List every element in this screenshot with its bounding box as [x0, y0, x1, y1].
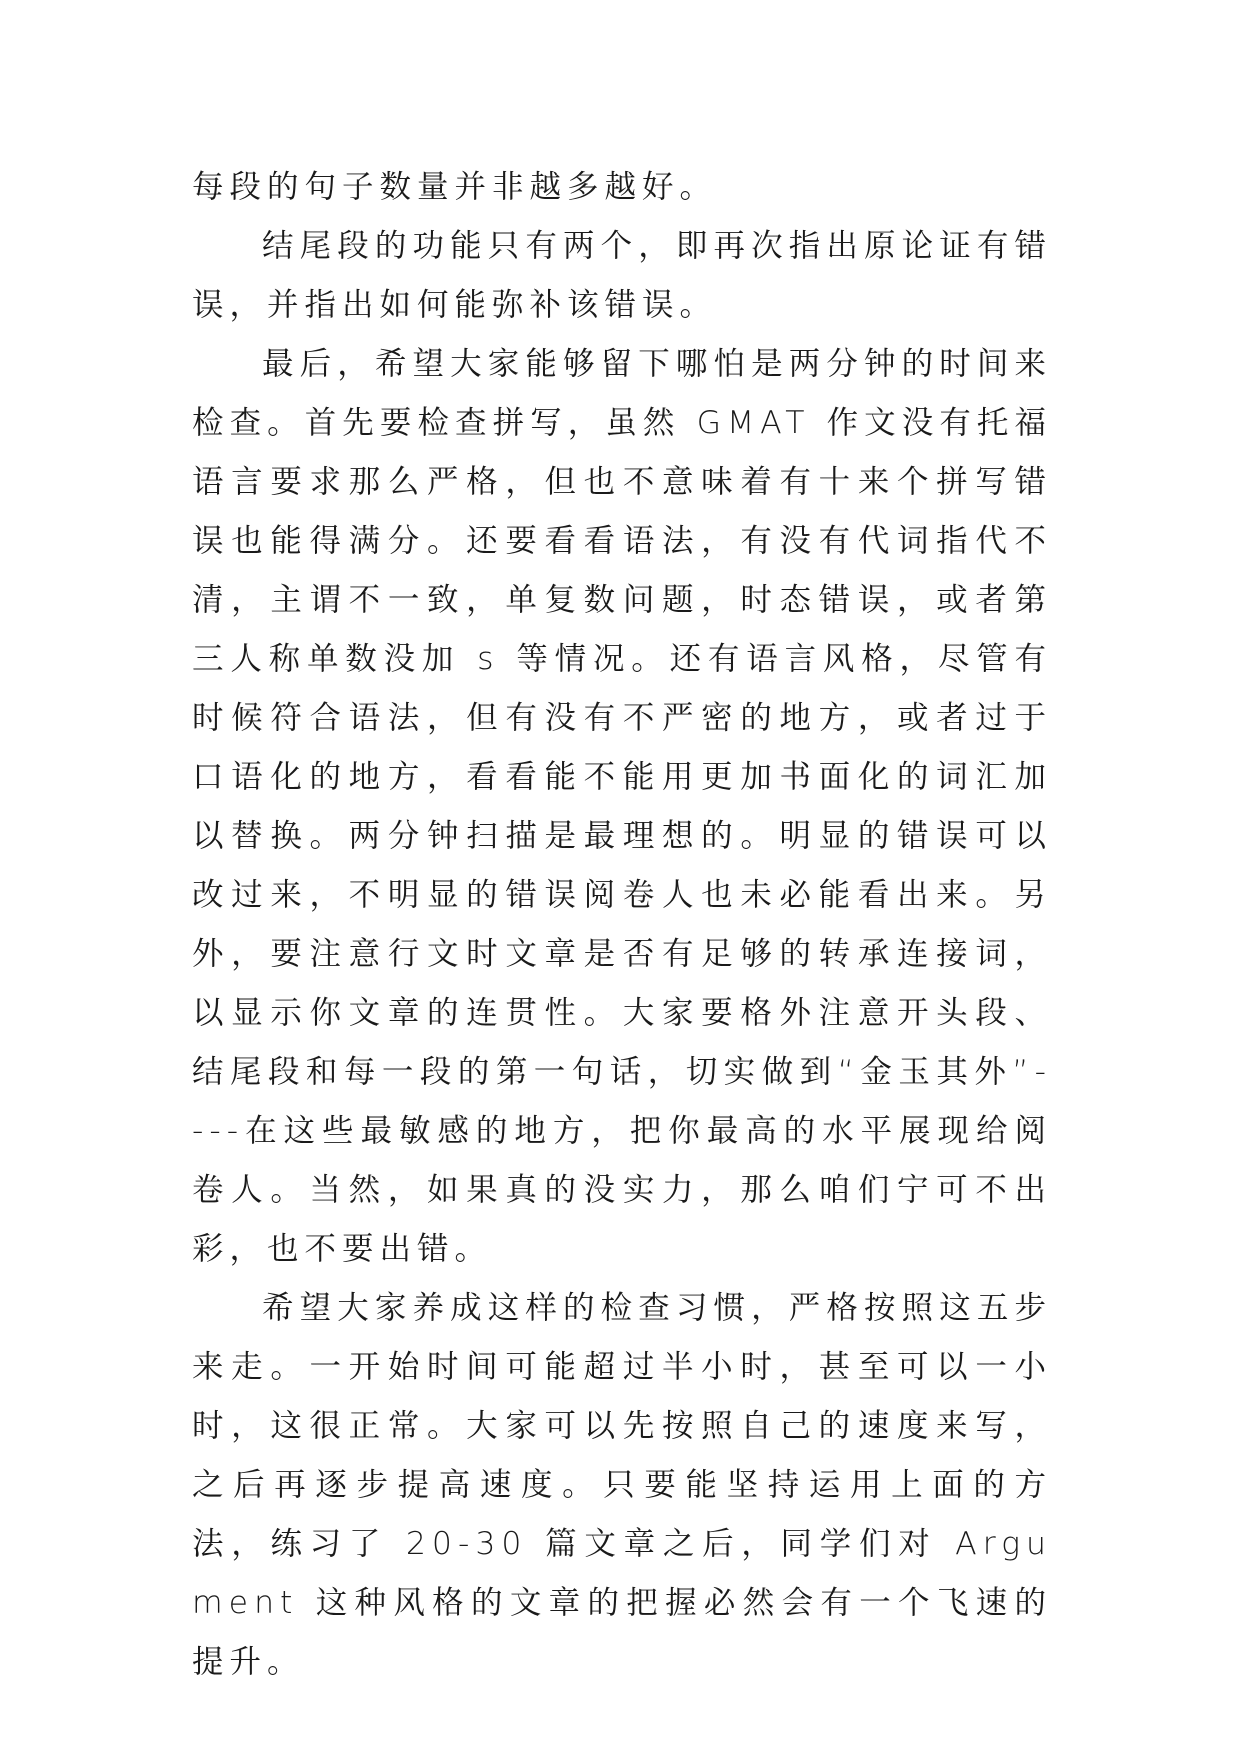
paragraph-sentence-count: 每段的句子数量并非越多越好。: [192, 169, 718, 205]
paragraph-proofreading-advice: 最后，希望大家能够留下哪怕是两分钟的时间来检查。首先要检查拼写，虽然 GMAT 作文没有托福语言要求那么严格，但也不意味着有十来个拼写错误也能得满分。还要看看语法，有没有代词指代不清，主谓不一致，单复数问题，时态错误，或者第三人称单数没加 s 等情况。还有语言风格，尽管有时候符合语法，但有没有不严密的地方，或者过于口语化的地方，看看能不能用更加书面化的词汇加以替换。两分钟扫描是最理想的。明显的错误可以改过来，不明显的错误阅卷人也未必能看出来。另外，要注意行文时文章是否有足够的转承连接词，以显示你文章的连贯性。大家要格外注意开头段、结尾段和每一段的第一句话，切实做到“金玉其外”----在这些最敏感的地方，把你最高的水平展现给阅卷人。当然，如果真的没实力，那么咱们宁可不出彩，也不要出错。: [192, 346, 1052, 1267]
paragraph-practice-habit: 希望大家养成这样的检查习惯，严格按照这五步来走。一开始时间可能超过半小时，甚至可以一小时，这很正常。大家可以先按照自己的速度来写，之后再逐步提高速度。只要能坚持运用上面的方法，练习了 20-30 篇文章之后，同学们对 Argument 这种风格的文章的把握必然会有一个飞速的提升。: [192, 1290, 1052, 1680]
paragraph-conclusion-function: 结尾段的功能只有两个，即再次指出原论证有错误，并指出如何能弥补该错误。: [192, 228, 1052, 323]
document-page: [192, 158, 1052, 1692]
